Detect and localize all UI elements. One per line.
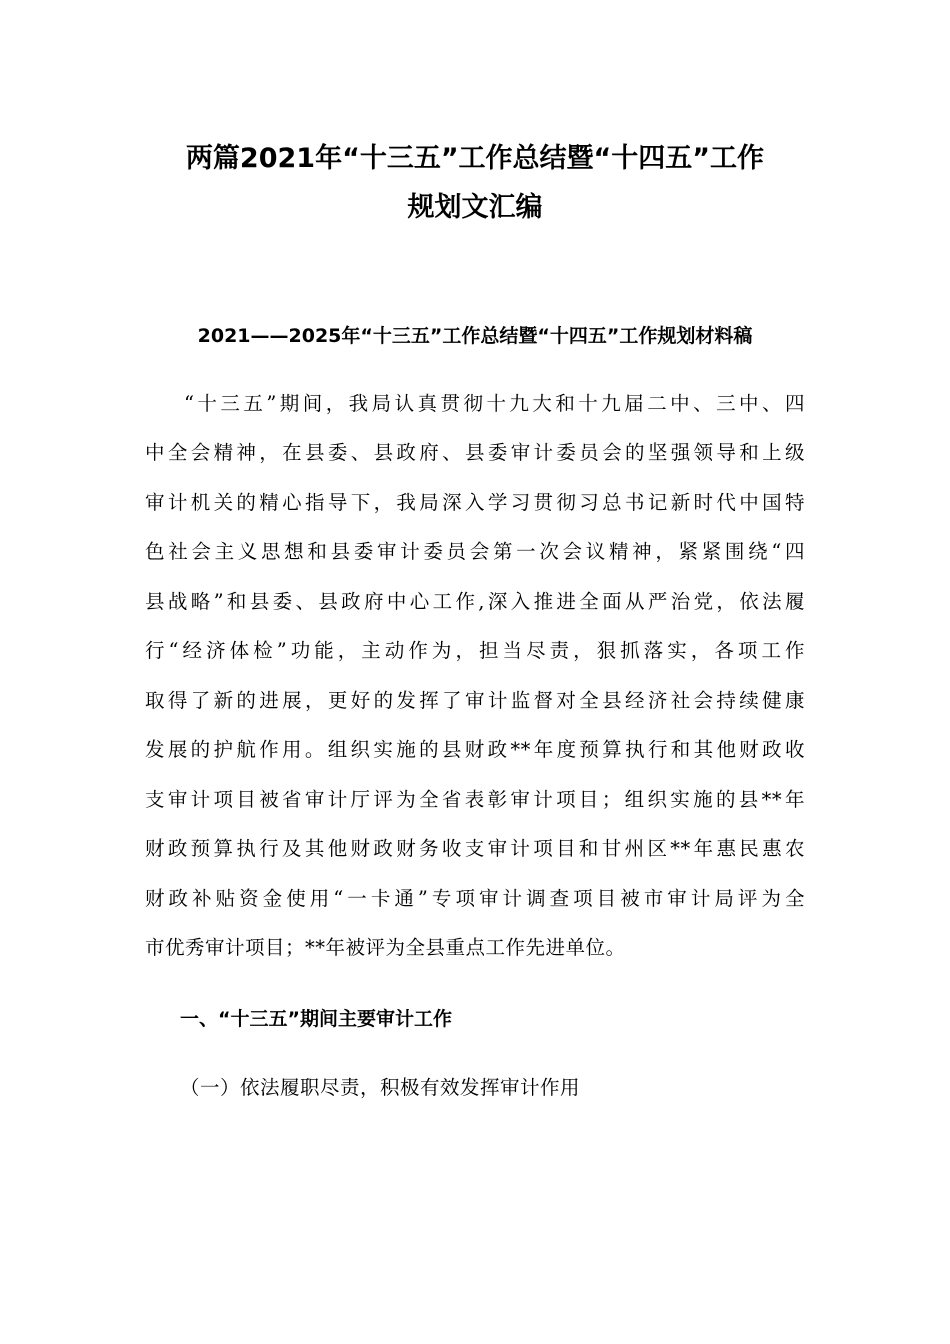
paragraph-line: 行“经济体检”功能，主动作为，担当尽责，狠抓落实，各项工作 <box>145 639 805 662</box>
document-title-line-1: 两篇2021年“十三五”工作总结暨“十四五”工作 <box>185 143 765 174</box>
paragraph-line: 中全会精神，在县委、县政府、县委审计委员会的坚强领导和上级 <box>145 441 805 464</box>
document-title-line-2: 规划文汇编 <box>407 192 543 223</box>
paragraph-line: 取得了新的进展，更好的发挥了审计监督对全县经济社会持续健康 <box>145 689 805 712</box>
paragraph-line: 县战略”和县委、县政府中心工作,深入推进全面从严治党，依法履 <box>145 590 805 613</box>
paragraph-line: 发展的护航作用。组织实施的县财政**年度预算执行和其他财政收 <box>145 738 805 761</box>
paragraph-line: 财政预算执行及其他财政财务收支审计项目和甘州区**年惠民惠农 <box>145 837 805 860</box>
paragraph-line: 支审计项目被省审计厅评为全省表彰审计项目；组织实施的县**年 <box>145 788 805 811</box>
paragraph-line: 财政补贴资金使用“一卡通”专项审计调查项目被市审计局评为全 <box>145 887 805 910</box>
subsection-heading: （一）依法履职尽责，积极有效发挥审计作用 <box>180 1076 581 1099</box>
paragraph-line: 审计机关的精心指导下，我局深入学习贯彻习总书记新时代中国特 <box>145 491 805 514</box>
section-heading: 一、“十三五”期间主要审计工作 <box>180 1008 452 1030</box>
paragraph-line: 市优秀审计项目；**年被评为全县重点工作先进单位。 <box>145 936 626 959</box>
paragraph-line: 色社会主义思想和县委审计委员会第一次会议精神，紧紧围绕“四 <box>145 540 805 563</box>
document-subtitle: 2021——2025年“十三五”工作总结暨“十四五”工作规划材料稿 <box>197 325 753 347</box>
paragraph-line: “十三五”期间，我局认真贯彻十九大和十九届二中、三中、四 <box>184 392 805 415</box>
